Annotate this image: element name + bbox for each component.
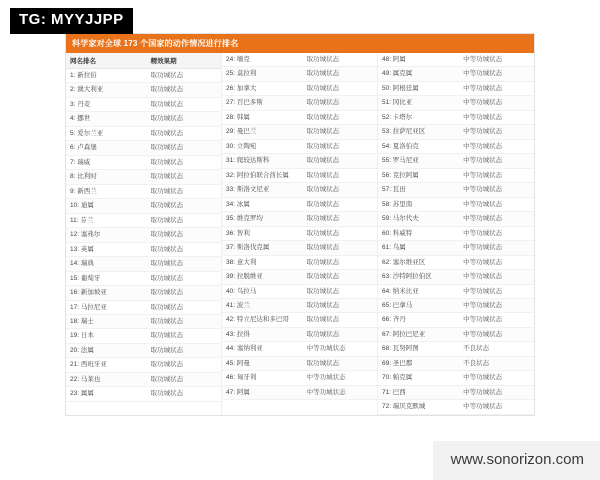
status-cell: 取功城状态 (150, 158, 184, 166)
status-cell: 中等功城状态 (463, 128, 503, 136)
status-cell: 不良状态 (463, 359, 490, 367)
status-cell: 取功城状态 (306, 186, 340, 194)
table-row (66, 387, 221, 401)
status-cell: 取功城状态 (306, 171, 340, 179)
table-row (378, 198, 534, 212)
table-row (222, 169, 377, 183)
status-cell: 取功城状态 (306, 359, 340, 367)
table-row (222, 299, 377, 313)
country-name-cell: 14: 瑞典 (70, 260, 94, 268)
country-name-cell: 30: 立陶宛 (225, 142, 257, 150)
status-cell: 取功城状态 (150, 216, 184, 224)
status-cell: 取功城状态 (306, 244, 340, 252)
table-row (66, 243, 221, 257)
table-row (222, 212, 377, 226)
table-row (378, 96, 534, 110)
table-row (66, 358, 221, 372)
country-name-cell: 23: 属属 (70, 390, 94, 398)
status-cell: 中等功城状态 (463, 99, 503, 107)
status-cell: 取功城状态 (306, 128, 340, 136)
country-name-cell: 50: 阿根廷属 (381, 84, 419, 92)
column-body-3 (378, 53, 534, 415)
status-cell: 取功城状态 (306, 273, 340, 281)
country-name-cell: 1: 新拉伯 (70, 72, 97, 79)
status-cell: 取功城状态 (150, 303, 184, 311)
country-name-cell: 35: 维克罗均 (225, 215, 263, 223)
country-name-cell: 29: 曼巴兰 (225, 128, 257, 136)
table-row (222, 270, 377, 284)
status-cell: 取功城状态 (306, 142, 340, 150)
table-row (66, 315, 221, 329)
table-row (66, 344, 221, 358)
table-row (378, 270, 534, 284)
column-body-2 (222, 53, 377, 400)
country-name-cell: 7: 瑞威 (70, 158, 91, 166)
status-cell: 取功城状态 (306, 113, 340, 121)
table-column-3 (378, 53, 534, 415)
status-cell: 取功城状态 (150, 100, 184, 108)
status-cell: 中等功城状态 (463, 142, 503, 150)
country-name-cell: 28: 韩属 (225, 113, 250, 121)
status-cell: 取功城状态 (306, 330, 340, 338)
status-cell: 取功城状态 (150, 390, 184, 398)
table-row (222, 140, 377, 154)
country-name-cell: 20: 法属 (70, 346, 94, 354)
status-cell: 中等功城状态 (463, 258, 503, 266)
table-row (378, 342, 534, 356)
status-cell: 取功城状态 (306, 84, 340, 92)
table-column-1 (66, 53, 222, 415)
table-row (66, 214, 221, 228)
country-name-cell: 11: 芬兰 (70, 216, 94, 224)
table-row (222, 111, 377, 125)
country-name-cell: 39: 拉脱维亚 (225, 273, 263, 281)
country-name-cell: 53: 拉萨尼亚区 (381, 128, 426, 136)
header-status: 精效果期 (150, 58, 177, 65)
country-name-cell: 40: 乌拉马 (225, 287, 257, 295)
table-row (222, 386, 377, 400)
table-row (378, 400, 534, 414)
site-watermark: www.sonorizon.com (433, 441, 600, 480)
table-row (378, 357, 534, 371)
country-name-cell: 27: 百巴多斯 (225, 99, 263, 107)
status-cell: 取功城状态 (306, 258, 340, 266)
status-cell: 中等功城状态 (463, 171, 503, 179)
status-cell: 取功城状态 (306, 215, 340, 223)
table-row (378, 328, 534, 342)
country-name-cell: 13: 英属 (70, 245, 94, 253)
country-name-cell: 32: 阿拉伯联合酋长属 (225, 171, 289, 179)
table-row (378, 125, 534, 139)
country-name-cell: 54: 夏洛伯克 (381, 142, 419, 150)
table-row (222, 125, 377, 139)
status-cell: 中等功城状态 (463, 113, 503, 121)
country-name-cell: 56: 克拉阿属 (381, 171, 419, 179)
status-cell: 取功城状态 (306, 56, 340, 63)
country-name-cell: 62: 塞尔维亚区 (381, 258, 426, 266)
table-row (222, 53, 377, 67)
table-row (222, 227, 377, 241)
table-row (378, 82, 534, 96)
country-name-cell: 5: 爱尔兰亚 (70, 129, 104, 137)
column-body-1 (66, 69, 221, 402)
country-name-cell: 33: 斯洛文尼亚 (225, 186, 270, 194)
table-row (66, 301, 221, 315)
status-cell: 中等功城状态 (463, 316, 503, 324)
status-cell: 中等功城状态 (463, 287, 503, 295)
country-name-cell: 31: 爬较达斯科 (225, 157, 270, 165)
status-cell: 取功城状态 (306, 157, 340, 165)
status-cell: 取功城状态 (150, 274, 184, 282)
country-name-cell: 58: 苏里南 (381, 200, 413, 208)
country-name-cell: 46: 匈牙利 (225, 374, 257, 382)
status-cell: 取功城状态 (150, 173, 184, 181)
table-row (66, 373, 221, 387)
country-name-cell: 36: 智利 (225, 229, 250, 237)
status-cell: 取功城状态 (150, 72, 184, 79)
table-row (66, 286, 221, 300)
country-name-cell: 8: 比利时 (70, 173, 97, 181)
country-name-cell: 21: 西班牙亚 (70, 361, 107, 369)
country-name-cell: 72: 瑞厌克默城 (381, 403, 426, 411)
country-name-cell: 34: 冰属 (225, 200, 250, 208)
status-cell: 中等功城状态 (463, 273, 503, 281)
country-name-cell: 15: 葡萄牙 (70, 274, 101, 282)
table-row (378, 241, 534, 255)
status-cell: 取功城状态 (306, 287, 340, 295)
country-name-cell: 38: 意大利 (225, 258, 257, 266)
column-header-row (66, 53, 221, 69)
status-cell: 中等功城状态 (463, 374, 503, 382)
status-cell: 取功城状态 (150, 260, 184, 268)
status-cell: 取功城状态 (306, 99, 340, 107)
status-cell: 取功城状态 (150, 115, 184, 123)
table-row (378, 285, 534, 299)
table-row (222, 256, 377, 270)
country-name-cell: 16: 新加坡亚 (70, 289, 107, 297)
table-row (378, 299, 534, 313)
country-name-cell: 18: 瑞士 (70, 317, 94, 325)
country-name-cell: 63: 沙特阿拉伯区 (381, 273, 432, 281)
status-cell: 取功城状态 (306, 229, 340, 237)
table-row (66, 112, 221, 126)
table-row (222, 154, 377, 168)
status-cell: 中等功城状态 (306, 345, 346, 353)
country-name-cell: 60: 科威特 (381, 229, 413, 237)
table-row (222, 198, 377, 212)
table-row (378, 227, 534, 241)
country-name-cell: 59: 马尔代夫 (381, 215, 419, 223)
country-name-cell: 52: 卡塔尔 (381, 113, 413, 121)
country-name-cell: 47: 阿属 (225, 388, 250, 396)
status-cell: 取功城状态 (150, 332, 184, 340)
table-title: 科学家对全球 173 个国家的动作情况进行排名 (66, 34, 534, 53)
status-cell: 中等功城状态 (463, 186, 503, 194)
country-name-cell: 25: 莫拉利 (225, 70, 257, 78)
status-cell: 取功城状态 (150, 187, 184, 195)
status-cell: 取功城状态 (306, 200, 340, 208)
table-row (378, 313, 534, 327)
table-row (66, 141, 221, 155)
country-name-cell: 3: 丹麦 (70, 100, 91, 108)
table-row (222, 82, 377, 96)
status-cell: 取功城状态 (306, 316, 340, 324)
status-cell: 中等功城状态 (463, 70, 503, 78)
status-cell: 取功城状态 (150, 361, 184, 369)
country-name-cell: 42: 特立尼达和多巴哥 (225, 316, 289, 324)
status-cell: 中等功城状态 (463, 229, 503, 237)
header-name: 网名排名 (70, 58, 96, 65)
country-name-cell: 65: 巴拿马 (381, 301, 413, 309)
status-cell: 中等功城状态 (463, 56, 503, 63)
table-row (66, 156, 221, 170)
status-cell: 中等功城状态 (463, 301, 503, 309)
country-name-cell: 24: 缅克 (225, 56, 250, 63)
table-column-2 (222, 53, 378, 415)
country-name-cell: 9: 新西兰 (70, 187, 97, 195)
status-cell: 不良状态 (463, 345, 490, 353)
table-row (66, 228, 221, 242)
country-name-cell: 67: 阿拉巴尼亚 (381, 330, 426, 338)
table-row (378, 169, 534, 183)
country-name-cell: 10: 迪属 (70, 202, 94, 210)
status-cell: 取功城状态 (150, 231, 184, 239)
table-row (378, 256, 534, 270)
status-cell: 取功城状态 (150, 289, 184, 297)
table-row (66, 185, 221, 199)
country-name-cell: 64: 纳米比亚 (381, 287, 419, 295)
table-row (378, 386, 534, 400)
country-name-cell: 61: 乌属 (381, 244, 406, 252)
table-row (222, 241, 377, 255)
status-cell: 取功城状态 (150, 346, 184, 354)
status-cell: 中等功城状态 (306, 374, 346, 382)
table-row (66, 199, 221, 213)
status-cell: 取功城状态 (150, 129, 184, 137)
status-cell: 中等功城状态 (306, 388, 346, 396)
country-name-cell: 17: 马拉尼亚 (70, 303, 107, 311)
table-row (66, 272, 221, 286)
table-row (378, 371, 534, 385)
table-row (66, 170, 221, 184)
country-name-cell: 48: 阿属 (381, 56, 406, 63)
table-row (378, 212, 534, 226)
ranking-table-card (65, 33, 535, 416)
status-cell: 取功城状态 (150, 375, 184, 383)
country-name-cell: 51: 冈比亚 (381, 99, 413, 107)
table-row (66, 329, 221, 343)
status-cell: 中等功城状态 (463, 84, 503, 92)
country-name-cell: 12: 塞弗尔 (70, 231, 101, 239)
table-row (66, 127, 221, 141)
status-cell: 中等功城状态 (463, 244, 503, 252)
country-name-cell: 6: 卢森堡 (70, 144, 97, 152)
country-name-cell: 22: 马莱也 (70, 375, 101, 383)
country-name-cell: 4: 挪世 (70, 115, 91, 123)
table-row (378, 111, 534, 125)
country-name-cell: 26: 加拿大 (225, 84, 257, 92)
table-row (66, 257, 221, 271)
status-cell: 取功城状态 (150, 317, 184, 325)
table-row (222, 96, 377, 110)
status-cell: 取功城状态 (150, 86, 184, 94)
status-cell: 中等功城状态 (463, 215, 503, 223)
table-row (378, 53, 534, 67)
telegram-watermark: TG: MYYJJPP (10, 8, 133, 34)
country-name-cell: 37: 斯洛伐克属 (225, 244, 270, 252)
table-columns (66, 53, 534, 415)
status-cell: 取功城状态 (150, 144, 184, 152)
status-cell: 取功城状态 (306, 70, 340, 78)
country-name-cell: 70: 帕克属 (381, 374, 413, 382)
table-row (222, 313, 377, 327)
table-row (378, 183, 534, 197)
status-cell: 中等功城状态 (463, 403, 503, 411)
status-cell: 中等功城状态 (463, 330, 503, 338)
table-row (222, 183, 377, 197)
country-name-cell: 55: 罗马尼亚 (381, 157, 419, 165)
table-row (222, 357, 377, 371)
table-row (378, 67, 534, 81)
country-name-cell: 41: 波兰 (225, 301, 250, 309)
table-row (378, 140, 534, 154)
status-cell: 取功城状态 (150, 245, 184, 253)
status-cell: 取功城状态 (306, 301, 340, 309)
country-name-cell: 43: 拉得 (225, 330, 250, 338)
country-name-cell: 49: 属克属 (381, 70, 413, 78)
country-name-cell: 71: 巴西 (381, 388, 406, 396)
table-row (66, 98, 221, 112)
country-name-cell: 66: 齐丹 (381, 316, 406, 324)
status-cell: 中等功城状态 (463, 200, 503, 208)
table-row (66, 83, 221, 97)
table-row (378, 154, 534, 168)
table-row (222, 342, 377, 356)
table-row (222, 371, 377, 385)
table-row (222, 285, 377, 299)
country-name-cell: 45: 阿曼 (225, 359, 250, 367)
table-row (222, 328, 377, 342)
status-cell: 取功城状态 (150, 202, 184, 210)
country-name-cell: 68: 瓦努阿图 (381, 345, 419, 353)
country-name-cell: 57: 瓦田 (381, 186, 406, 194)
country-name-cell: 19: 日本 (70, 332, 94, 340)
status-cell: 中等功城状态 (463, 388, 503, 396)
status-cell: 中等功城状态 (463, 157, 503, 165)
country-name-cell: 69: 圣巴郡 (381, 359, 413, 367)
table-row (222, 67, 377, 81)
country-name-cell: 2: 澳大利亚 (70, 86, 104, 94)
table-row (66, 69, 221, 83)
country-name-cell: 44: 塞纳利亚 (225, 345, 263, 353)
